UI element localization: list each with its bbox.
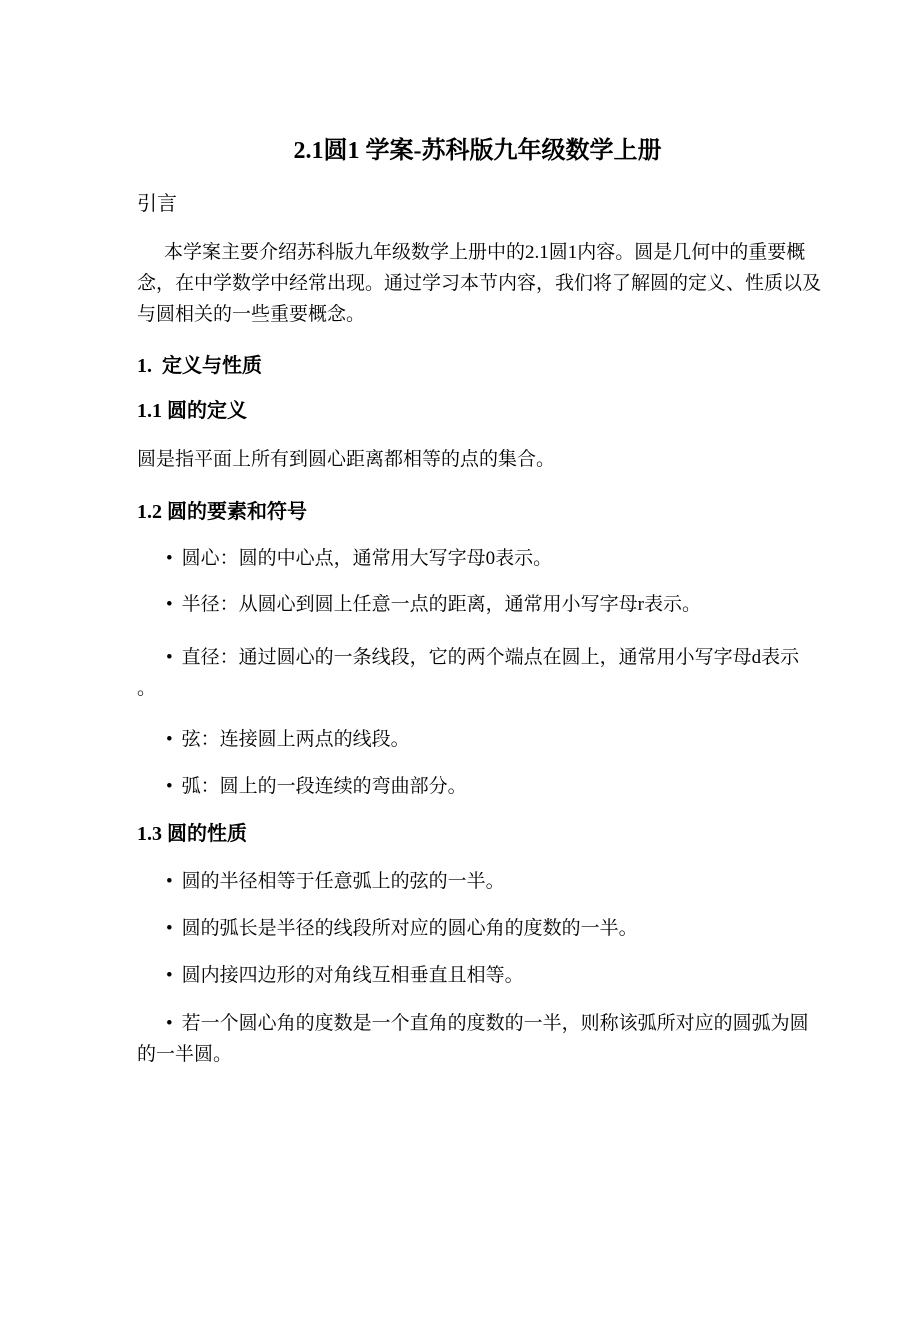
bullet-item-arc [137,771,818,802]
subsection-heading-circle-properties: 1.3 圆的性质 [137,823,247,845]
subsection-heading-elements-symbols: 1.2 圆的要素和符号 [137,501,307,523]
bullet-icon: • [166,647,173,668]
bullet-item-property-1 [137,866,818,897]
bullet-text-continued: 。 [137,678,157,699]
bullet-text: 半径：从圆心到圆上任意一点的距离，通常用小写字母r表示。 [181,594,701,615]
page-title: 2.1圆1 学案-苏科版九年级数学上册 [293,138,662,164]
bullet-text: 若一个圆心角的度数是一个直角的度数的一半，则称该弧所对应的圆弧为圆 [181,1013,809,1034]
bullet-icon: • [166,965,173,986]
paragraph-line: 念，在中学数学中经常出现。通过学习本节内容，我们将了解圆的定义、性质以及 [137,273,822,294]
bullet-text-continued: 的一半圆。 [137,1044,233,1065]
bullet-item-property-4 [137,1008,818,1070]
bullet-text: 直径：通过圆心的一条线段，它的两个端点在圆上，通常用小写字母d表示 [181,647,800,668]
bullet-item-radius [137,589,818,620]
bullet-item-chord [137,724,818,755]
circle-definition-text: 圆是指平面上所有到圆心距离都相等的点的集合。 [137,449,556,470]
intro-heading: 引言 [137,193,177,215]
bullet-icon: • [166,594,173,615]
bullet-item-diameter [137,642,818,704]
bullet-icon: • [166,918,173,939]
paragraph-line: 本学案主要介绍苏科版九年级数学上册中的2.1圆1内容。圆是几何中的重要概 [164,242,806,263]
bullet-item-property-3 [137,960,818,991]
section-heading-definitions-properties: 1. 定义与性质 [137,355,262,377]
subsection-heading-circle-definition: 1.1 圆的定义 [137,400,247,422]
bullet-text: 弧：圆上的一段连续的弯曲部分。 [181,776,467,797]
bullet-icon: • [166,871,173,892]
bullet-text: 弦：连接圆上两点的线段。 [181,729,410,750]
bullet-item-property-2 [137,913,818,944]
bullet-icon: • [166,776,173,797]
paragraph-line: 与圆相关的一些重要概念。 [137,304,366,325]
bullet-icon: • [166,1013,173,1034]
bullet-icon: • [166,548,173,569]
bullet-text: 圆心：圆的中心点，通常用大写字母0表示。 [181,548,553,569]
bullet-icon: • [166,729,173,750]
bullet-text: 圆的半径相等于任意弧上的弦的一半。 [181,871,505,892]
bullet-text: 圆的弧长是半径的线段所对应的圆心角的度数的一半。 [181,918,638,939]
intro-paragraph [137,237,822,330]
bullet-item-center [137,543,818,574]
bullet-text: 圆内接四边形的对角线互相垂直且相等。 [181,965,524,986]
document-page [0,134,920,1070]
